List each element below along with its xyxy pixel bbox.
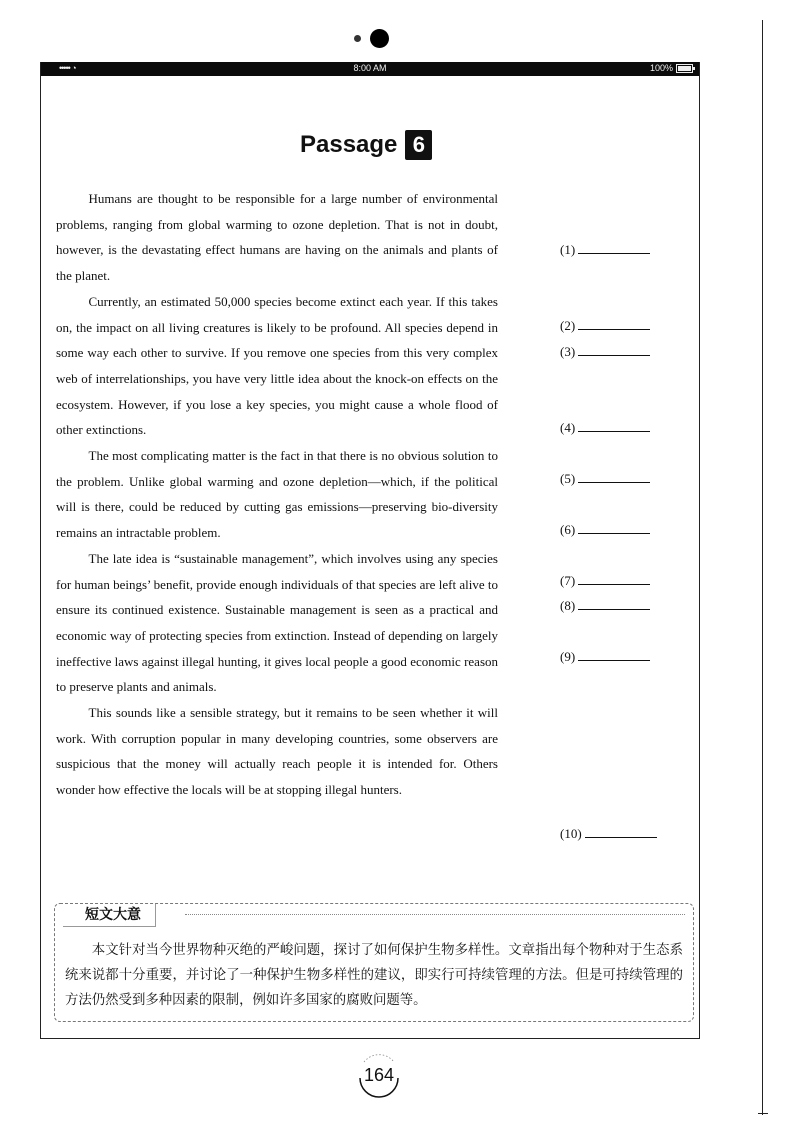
passage-body xyxy=(56,186,498,803)
answer-blank-6[interactable] xyxy=(560,520,650,538)
answer-blank-10[interactable] xyxy=(560,824,657,842)
summary-box xyxy=(54,903,694,1022)
sensor-dot-icon xyxy=(354,35,361,42)
page-number-arc-icon xyxy=(356,1048,402,1098)
blank-label: (6) xyxy=(560,522,576,537)
blank-line xyxy=(578,240,650,254)
blank-line xyxy=(578,647,650,661)
answer-blank-1[interactable] xyxy=(560,240,650,258)
answer-blank-8[interactable] xyxy=(560,596,650,614)
status-time: 8:00 AM xyxy=(353,63,387,73)
battery-percent: 100% xyxy=(649,63,673,73)
blank-line xyxy=(585,824,657,838)
blank-label: (5) xyxy=(560,471,576,486)
blank-label: (1) xyxy=(560,242,576,257)
camera-dots xyxy=(350,28,410,50)
blank-label: (2) xyxy=(560,318,576,333)
signal-wifi-icon: ••••• ◔ xyxy=(59,63,76,73)
page-edge-line xyxy=(762,20,763,1115)
camera-lens-icon xyxy=(370,29,389,48)
paragraph: The most complicating matter is the fact in that there is no obvious solution to the problem. Unlike global warming and ozone depletion—which, if the political will is there, could be reduced by cutting gas emissions—preserving bio-diversity remains an intractable problem. xyxy=(56,448,498,541)
answer-blank-4[interactable] xyxy=(560,418,650,436)
blank-line xyxy=(578,418,650,432)
answer-blank-3[interactable] xyxy=(560,342,650,360)
paragraph: The late idea is “sustainable management”, which involves using any species for human beings’ benefit, provide enough individuals of that species are left alive to ensure its continued existence. Sustainable management is seen as a practical and economic way of protecting species from extinction. Instead of depending on largely ineffective laws against illegal hunting, it gives local people a good economic reason to preserve plants and animals. xyxy=(56,550,498,695)
paragraph: This sounds like a sensible strategy, but it remains to be seen whether it will work. With corruption popular in many developing countries, some observers are suspicious that the money will actually reach people it is intended for. Others wonder how effective the locals will be at stopping illegal hunters. xyxy=(56,705,498,798)
summary-text: 本文针对当今世界物种灭绝的严峻问题，探讨了如何保护生物多样性。文章指出每个物种对于生态系统来说都十分重要，并讨论了一种保护生物多样性的建议，即实行可持续管理的方法。但是可持续管理的方法仍然受到多种因素的限制，例如许多国家的腐败问题等。 xyxy=(65,943,683,1008)
passage-number-badge: 6 xyxy=(405,130,432,160)
answer-blank-7[interactable] xyxy=(560,571,650,589)
blank-label: (4) xyxy=(560,420,576,435)
page-edge-tick xyxy=(758,1113,768,1114)
summary-divider xyxy=(185,914,685,915)
blank-label: (10) xyxy=(560,826,582,841)
blank-line xyxy=(578,316,650,330)
page-number xyxy=(356,1048,402,1098)
blank-line xyxy=(578,469,650,483)
title-text: Passage xyxy=(300,131,398,158)
blank-label: (9) xyxy=(560,649,576,664)
blank-label: (8) xyxy=(560,598,576,613)
page-number-text: 164 xyxy=(363,1065,395,1085)
blank-line xyxy=(578,342,650,356)
answer-blank-2[interactable] xyxy=(560,316,650,334)
blank-label: (7) xyxy=(560,573,576,588)
paragraph: Humans are thought to be responsible for a large number of environmental problems, ranging from global warming to ozone depletion. That is not in doubt, however, is the devastating effect humans are having on the animals and plants of the planet. xyxy=(56,191,498,284)
blank-label: (3) xyxy=(560,344,576,359)
page-title xyxy=(300,128,432,162)
blank-line xyxy=(578,596,650,610)
status-bar xyxy=(41,62,699,76)
paragraph: Currently, an estimated 50,000 species become extinct each year. If this takes on, the impact on all living creatures is likely to be profound. All species depend in some way each other to survive. If you remove one species from this very complex web of interrelationships, you have very little idea about the knock-on effects on the ecosystem. However, if you lose a key species, you might cause a whole flood of other extinctions. xyxy=(56,293,498,438)
answer-blank-9[interactable] xyxy=(560,647,650,665)
summary-label: 短文大意 xyxy=(63,904,156,927)
battery-status xyxy=(650,63,693,73)
blank-line xyxy=(578,520,650,534)
blank-line xyxy=(578,571,650,585)
answer-blank-5[interactable] xyxy=(560,469,650,487)
battery-icon xyxy=(676,64,693,73)
